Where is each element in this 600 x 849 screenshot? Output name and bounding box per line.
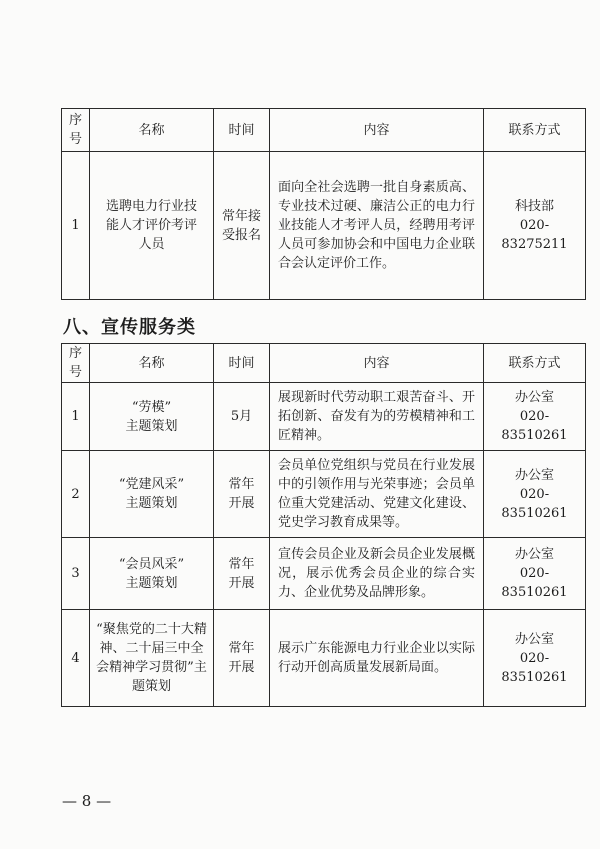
row-time: 常年 开展 (214, 538, 270, 610)
row-name: “会员风采” 主题策划 (90, 538, 214, 610)
contact-dept: 办公室 (514, 547, 554, 562)
row-name: “党建风采” 主题策划 (90, 451, 214, 538)
row-content: 展示广东能源电力行业企业以实际行动开创高质量发展新局面。 (270, 610, 484, 707)
table-header-row (62, 109, 586, 152)
row-no: 4 (62, 610, 90, 707)
header-no: 序 号 (62, 344, 90, 383)
header-time: 时间 (214, 109, 270, 152)
row-content: 面向全社会选聘一批自身素质高、专业技术过硬、廉洁公正的电力行业技能人才考评人员，经聘用考评人员可参加协会和中国电力企业联合会认定评价工作。 (270, 152, 484, 300)
row-name: 选聘电力行业技能人才评价考评人员 (90, 152, 214, 300)
table-row (62, 610, 586, 707)
row-time: 常年接受报名 (214, 152, 270, 300)
row-content: 宣传会员企业及新会员企业发展概况，展示优秀会员企业的综合实力、企业优势及品牌形象。 (270, 538, 484, 610)
section-title: 八、宣传服务类 (63, 317, 196, 338)
header-time: 时间 (214, 344, 270, 383)
header-name: 名称 (90, 344, 214, 383)
contact-phone: 020-83510261 (501, 409, 568, 443)
row-contact (484, 538, 586, 610)
row-no: 2 (62, 451, 90, 538)
row-no: 1 (62, 152, 90, 300)
row-no: 3 (62, 538, 90, 610)
header-no: 序 号 (62, 109, 90, 152)
row-contact (484, 610, 586, 707)
page-number: — 8 — (62, 792, 112, 810)
table-tech-services (61, 108, 586, 300)
header-content: 内容 (270, 109, 484, 152)
row-contact (484, 152, 586, 300)
row-time: 常年 开展 (214, 451, 270, 538)
table-row (62, 152, 586, 300)
row-content: 展现新时代劳动职工艰苦奋斗、开拓创新、奋发有为的劳模精神和工匠精神。 (270, 383, 484, 451)
row-contact (484, 451, 586, 538)
row-name: “劳模” 主题策划 (90, 383, 214, 451)
contact-phone: 020-83510261 (501, 486, 568, 521)
table-header-row (62, 344, 586, 383)
table-row (62, 383, 586, 451)
table-row (62, 538, 586, 610)
contact-phone: 020-83275211 (501, 218, 568, 252)
contact-dept: 办公室 (514, 467, 554, 483)
contact-phone: 020-83510261 (501, 650, 568, 685)
row-contact (484, 383, 586, 451)
table-row (62, 451, 586, 538)
contact-dept: 科技部 (514, 199, 554, 214)
row-name: “聚焦党的二十大精神、二十届三中全会精神学习贯彻”主题策划 (90, 610, 214, 707)
table-publicity-services (61, 343, 586, 707)
header-name: 名称 (90, 109, 214, 152)
contact-phone: 020-83510261 (501, 566, 568, 600)
header-content: 内容 (270, 344, 484, 383)
contact-dept: 办公室 (514, 631, 554, 647)
row-no: 1 (62, 383, 90, 451)
row-time: 5月 (214, 383, 270, 451)
row-content: 会员单位党组织与党员在行业发展中的引领作用与光荣事迹；会员单位重大党建活动、党建文化建设、党史学习教育成果等。 (270, 451, 484, 538)
header-contact: 联系方式 (484, 344, 586, 383)
row-time: 常年 开展 (214, 610, 270, 707)
contact-dept: 办公室 (514, 390, 554, 405)
header-contact: 联系方式 (484, 109, 586, 152)
